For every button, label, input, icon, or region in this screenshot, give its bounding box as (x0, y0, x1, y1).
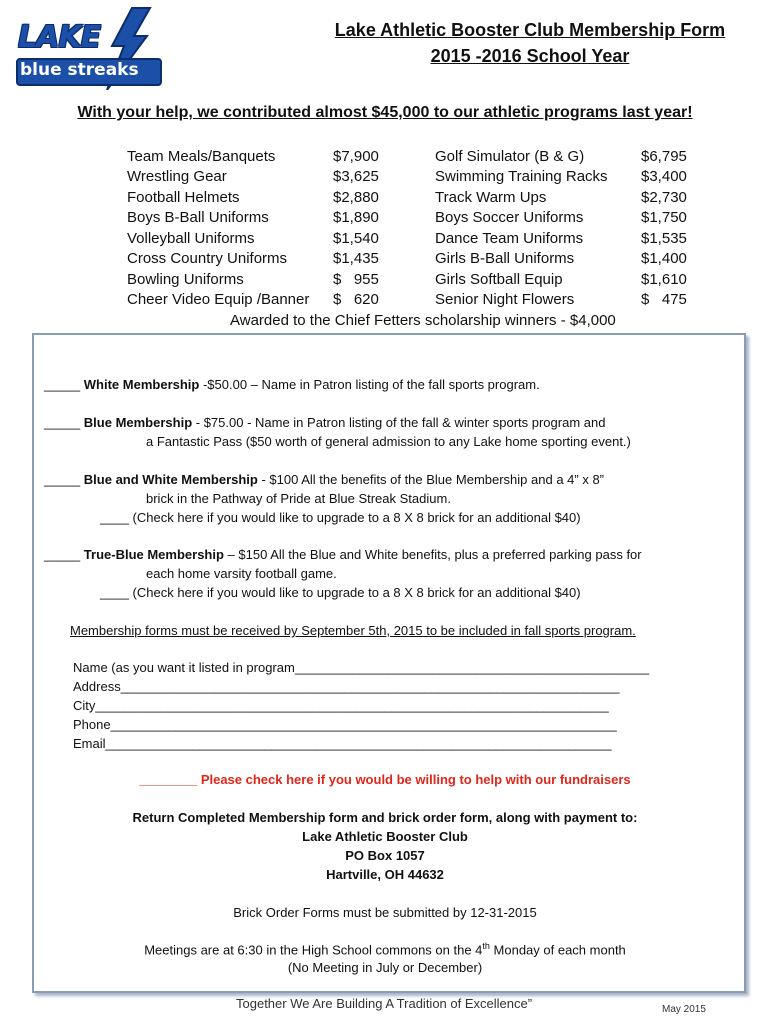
meetings-ordinal: th (482, 941, 490, 951)
contribution-item: Boys B-Ball Uniforms (127, 209, 269, 226)
scholarship-award-line: Awarded to the Chief Fetters scholarship winners - $4,000 (230, 312, 616, 329)
contribution-item: Swimming Training Racks (435, 168, 608, 185)
contribution-amount: $1,750 (641, 209, 687, 226)
po-box: PO Box 1057 (345, 848, 425, 863)
contribution-item: Wrestling Gear (127, 168, 227, 185)
contribution-amount: $2,730 (641, 189, 687, 206)
contribution-amount: $6,795 (641, 148, 687, 165)
white-membership-option (44, 377, 540, 392)
white-membership-label: White Membership (83, 377, 200, 392)
fundraiser-volunteer-option (0, 772, 770, 787)
contribution-item: Golf Simulator (B & G) (435, 148, 585, 165)
contribution-item: Dance Team Uniforms (435, 230, 584, 247)
blue-membership-option (44, 415, 605, 430)
phone-field[interactable]: Phone______________________________________________________________________ (73, 717, 617, 732)
true-blue-membership-label: True-Blue Membership (83, 547, 224, 562)
true-blue-upgrade-checkbox-blank[interactable]: ____ (100, 585, 129, 600)
contribution-amount: $1,540 (333, 230, 379, 247)
contribution-item: Cheer Video Equip /Banner (127, 291, 310, 308)
no-meeting-note: (No Meeting in July or December) (287, 960, 483, 975)
form-title: Lake Athletic Booster Club Membership Form (334, 20, 726, 40)
blue-membership-description-2: a Fantastic Pass ($50 worth of general admission to any Lake home sporting event.) (146, 434, 631, 449)
blue-white-membership-label: Blue and White Membership (83, 472, 258, 487)
blue-white-membership-checkbox-blank[interactable]: _____ (44, 472, 81, 487)
true-blue-membership-description: – $150 All the Blue and White benefits, plus a preferred parking pass for (223, 547, 642, 562)
contribution-amount: $3,625 (333, 168, 379, 185)
contribution-amount: $ 475 (641, 291, 687, 308)
brick-order-deadline: Brick Order Forms must be submitted by 12-31-2015 (233, 905, 537, 920)
city-field[interactable]: City_______________________________________________________________________ (73, 698, 609, 713)
contribution-amount: $ 955 (333, 271, 379, 288)
name-field[interactable]: Name (as you want it listed in program_________________________________________________ (73, 660, 650, 675)
contribution-amount: $ 620 (333, 291, 379, 308)
contribution-item: Senior Night Flowers (435, 291, 575, 308)
fundraiser-text: Please check here if you would be willing to help with our fundraisers (197, 772, 631, 787)
school-year-title: 2015 -2016 School Year (430, 46, 630, 66)
email-field[interactable]: Email______________________________________________________________________ (73, 736, 612, 751)
true-blue-membership-description-2: each home varsity football game. (146, 566, 337, 581)
contribution-item: Football Helmets (127, 189, 240, 206)
true-blue-brick-upgrade (100, 585, 581, 600)
white-membership-checkbox-blank[interactable]: _____ (44, 377, 81, 392)
contribution-item: Bowling Uniforms (127, 271, 244, 288)
contribution-item: Team Meals/Banquets (127, 148, 276, 165)
blue-white-upgrade-checkbox-blank[interactable]: ____ (100, 510, 129, 525)
contribution-item: Girls Softball Equip (435, 271, 563, 288)
contribution-headline: With your help, we contributed almost $45,000 to our athletic programs last year! (77, 104, 693, 121)
logo-streaks-text: blue streaks (20, 60, 139, 80)
meetings-text: Meetings are at 6:30 in the High School commons on the 4 (144, 942, 483, 958)
blue-membership-checkbox-blank[interactable]: _____ (44, 415, 81, 430)
blue-white-brick-upgrade (100, 510, 581, 525)
contribution-amount: $7,900 (333, 148, 379, 165)
contribution-item: Volleyball Uniforms (127, 230, 255, 247)
blue-membership-description: - $75.00 - Name in Patron listing of the fall & winter sports program and (192, 415, 606, 430)
blue-white-membership-description: - $100 All the benefits of the Blue Membership and a 4” x 8” (257, 472, 605, 487)
upgrade-text: (Check here if you would like to upgrade to a 8 X 8 brick for an additional $40) (132, 510, 581, 525)
blue-membership-label: Blue Membership (83, 415, 193, 430)
return-instructions: Return Completed Membership form and brick order form, along with payment to: (132, 810, 638, 825)
contribution-amount: $1,400 (641, 250, 687, 267)
fundraiser-checkbox-blank[interactable]: ________ (139, 772, 198, 787)
meetings-info (0, 941, 770, 957)
membership-deadline: Membership forms must be received by September 5th, 2015 to be included in fall sports program. (70, 623, 636, 638)
logo-lake-text: LAKE (18, 20, 101, 55)
contribution-item: Girls B-Ball Uniforms (435, 250, 575, 267)
contribution-item: Track Warm Ups (435, 189, 547, 206)
footer-slogan: Together We Are Building A Tradition of Excellence” (236, 996, 533, 1011)
club-name: Lake Athletic Booster Club (302, 829, 468, 844)
contribution-item: Cross Country Uniforms (127, 250, 288, 267)
contribution-amount: $1,435 (333, 250, 379, 267)
contribution-item: Boys Soccer Uniforms (435, 209, 584, 226)
contribution-amount: $2,880 (333, 189, 379, 206)
city-state-zip: Hartville, OH 44632 (326, 867, 444, 882)
address-field[interactable]: Address_____________________________________________________________________ (73, 679, 620, 694)
contribution-amount: $1,535 (641, 230, 687, 247)
blue-white-membership-option (44, 472, 604, 487)
contribution-amount: $1,890 (333, 209, 379, 226)
contribution-amount: $3,400 (641, 168, 687, 185)
true-blue-membership-checkbox-blank[interactable]: _____ (44, 547, 81, 562)
footer-date: May 2015 (662, 1004, 706, 1015)
white-membership-description: -$50.00 – Name in Patron listing of the fall sports program. (199, 377, 540, 392)
contribution-amount: $1,610 (641, 271, 687, 288)
meetings-text-end: Monday of each month (489, 942, 626, 958)
upgrade-text: (Check here if you would like to upgrade to a 8 X 8 brick for an additional $40) (132, 585, 581, 600)
lake-blue-streaks-logo (12, 6, 157, 90)
blue-white-membership-description-2: brick in the Pathway of Pride at Blue Streak Stadium. (146, 491, 451, 506)
true-blue-membership-option (44, 547, 642, 562)
